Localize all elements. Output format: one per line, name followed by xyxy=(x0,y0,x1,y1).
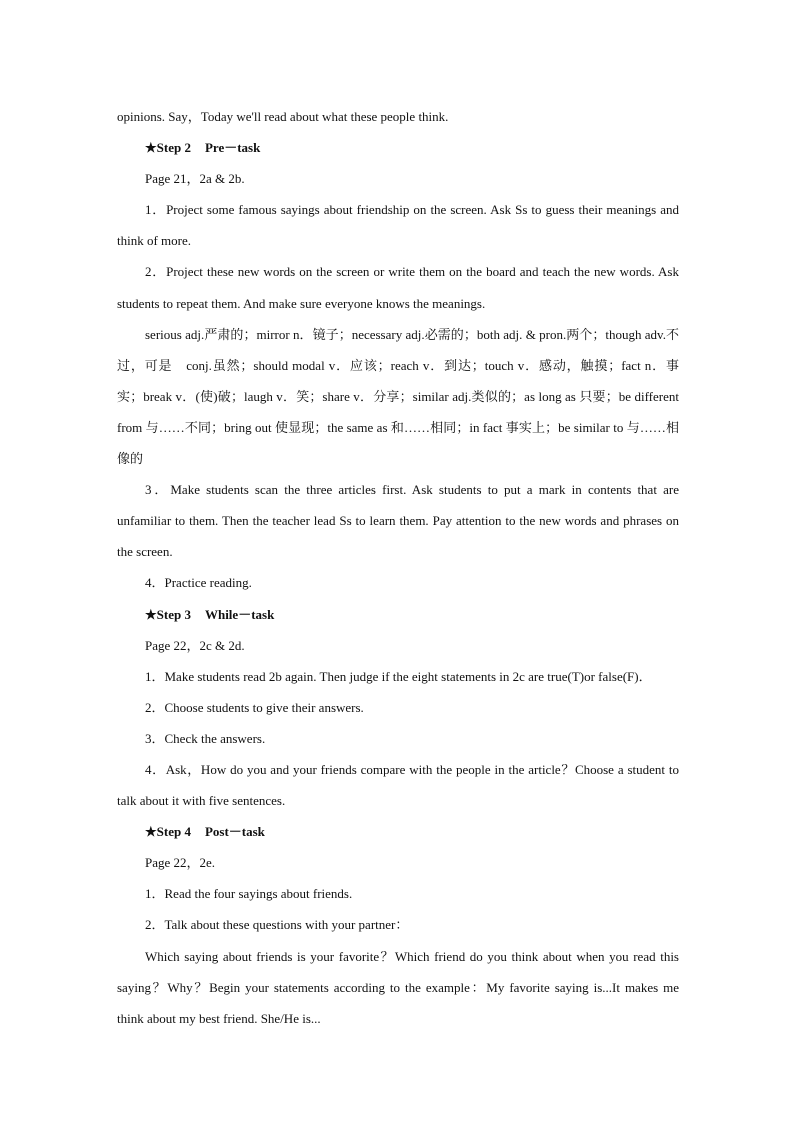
step3-item-1: 1．Make students read 2b again. Then judge if the eight statements in 2c are true(T)or false(F)． xyxy=(145,668,652,684)
step2-page-ref: Page 21，2a & 2b. xyxy=(145,171,245,187)
star-icon: ★ xyxy=(145,824,157,840)
step2-item-3: 3．Make students scan the three articles first. Ask students to put a mark in contents that are unfamiliar to them. Then the teacher lead Ss to learn them. Pay attention to the new words and phrases on the screen. xyxy=(117,482,679,560)
lesson-plan-body xyxy=(117,101,679,1034)
step4-heading xyxy=(117,816,679,847)
step4-number: Step 4 xyxy=(156,824,191,840)
step3-number: Step 3 xyxy=(156,606,191,622)
step2-number: Step 2 xyxy=(156,140,191,156)
step3-name: While－task xyxy=(204,606,275,622)
step2-item-1: 1．Project some famous sayings about friendship on the screen. Ask Ss to guess their meanings and think of more. xyxy=(117,202,679,249)
step2-heading xyxy=(117,132,679,163)
step4-item-2: 2．Talk about these questions with your partner： xyxy=(145,917,409,933)
step2-item-2: 2．Project these new words on the screen or write them on the board and teach the new words. Ask students to repeat them. And make sure everyone knows the meanings. xyxy=(117,264,679,311)
step2-item-4: 4．Practice reading. xyxy=(145,575,252,591)
step3-item-4: 4．Ask，How do you and your friends compare with the people in the article？Choose a student to talk about it with five sentences. xyxy=(117,761,679,809)
step3-heading xyxy=(117,599,679,630)
step3-item-2: 2．Choose students to give their answers. xyxy=(145,699,364,715)
step4-name: Post－task xyxy=(204,824,265,840)
step3-page-ref: Page 22，2c & 2d. xyxy=(145,637,245,653)
step3-item-3: 3．Check the answers. xyxy=(145,730,266,746)
star-icon: ★ xyxy=(145,606,157,622)
step4-item-1: 1．Read the four sayings about friends. xyxy=(145,886,353,902)
step4-questions: Which saying about friends is your favorite？Which friend do you think about when you read this saying？Why？Begin your statements according to the example：My favorite saying is...It makes me think about my best friend. She/He is... xyxy=(117,948,679,1026)
step2-vocabulary: serious adj.严肃的；mirror n．镜子；necessary adj.必需的；both adj. & pron.两个；though adv.不过，可是 conj.虽然；should modal v．应该；reach v．到达；touch v．感动，触摸；fact n．事实；break v．(使)破；laugh v．笑；share v．分享；similar adj.类似的；as long as 只要；be different from 与……不同；bring out 使显现；the same as 和……相同；in fact 事实上；be similar to 与……相像的 xyxy=(117,326,679,467)
step2-name: Pre－task xyxy=(204,140,261,156)
intro-paragraph: opinions. Say，Today we'll read about what these people think. xyxy=(117,109,449,124)
step4-page-ref: Page 22，2e. xyxy=(145,855,216,871)
star-icon: ★ xyxy=(145,140,157,156)
